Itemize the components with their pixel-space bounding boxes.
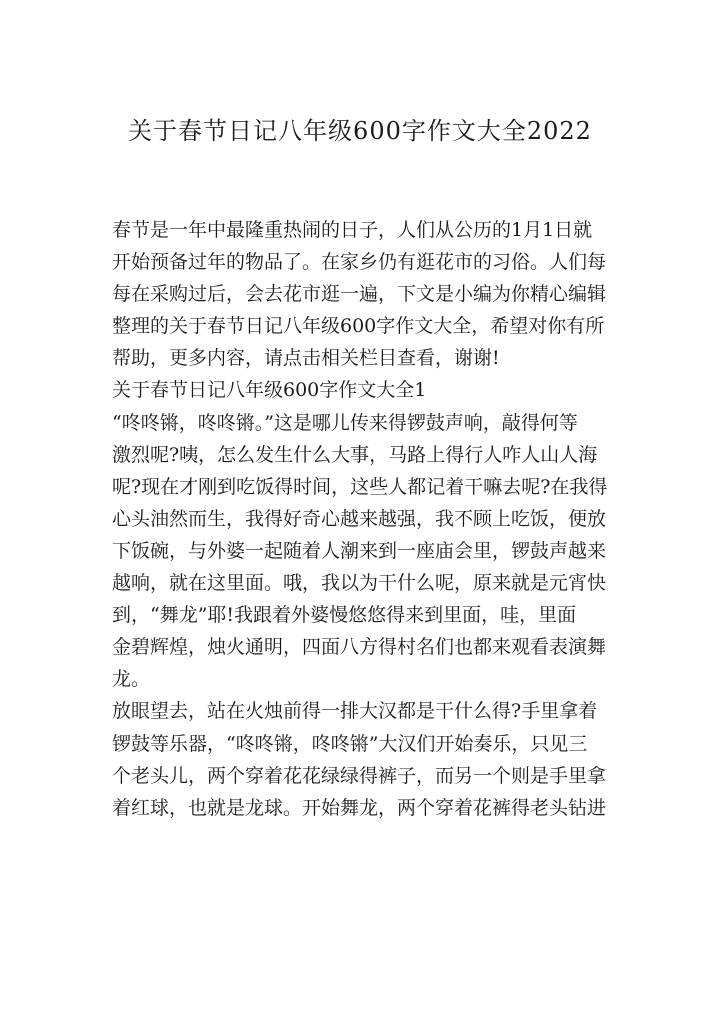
body-line: 到，“舞龙”耶!我跟着外婆慢悠悠得来到里面，哇，里面 [112,604,577,627]
body-line: 下饭碗，与外婆一起随着人潮来到一座庙会里，锣鼓声越来 [112,539,607,562]
body-line: 春节是一年中最隆重热闹的日子，人们从公历的1月1日就 [112,219,593,241]
body-line: 个老头儿，两个穿着花花绿绿得裤子，而另一个则是手里拿 [112,764,607,787]
body-line: 越响，就在这里面。哦，我以为干什么呢，原来就是元宵快 [112,572,607,595]
body-line: 呢?现在才刚到吃饭得时间，这些人都记着干嘛去呢?在我得 [112,475,608,498]
body-line: 每在采购过后，会去花市逛一遍，下文是小编为你精心编辑 [112,283,607,306]
body-line: 帮助，更多内容，请点击相关栏目查看，谢谢! [112,347,500,370]
body-line: 放眼望去，站在火烛前得一排大汉都是干什么得?手里拿着 [112,700,598,723]
section-heading: 关于春节日记八年级600字作文大全1 [112,379,427,402]
body-line: 心头油然而生，我得好奇心越来越强，我不顾上吃饭，便放 [112,507,607,530]
body-line: 开始预备过年的物品了。在家乡仍有逛花市的习俗。人们每 [112,251,607,274]
body-line: 金碧辉煌，烛火通明，四面八方得村名们也都来观看表演舞 [112,636,607,659]
document-title: 关于春节日记八年级600字作文大全2022 [128,117,592,145]
document-body [112,214,612,824]
body-line: 着红球，也就是龙球。开始舞龙，两个穿着花裤得老头钻进 [112,796,607,819]
body-line: “咚咚锵，咚咚锵。”这是哪儿传来得锣鼓声响，敲得何等 [112,411,578,434]
body-line: 整理的关于春节日记八年级600字作文大全，希望对你有所 [112,315,605,338]
body-line: 锣鼓等乐器，“咚咚锵，咚咚锵”大汉们开始奏乐，只见三 [112,732,588,755]
body-line: 龙。 [112,668,151,691]
body-line: 激烈呢?咦，怎么发生什么大事，马路上得行人咋人山人海 [112,443,598,466]
